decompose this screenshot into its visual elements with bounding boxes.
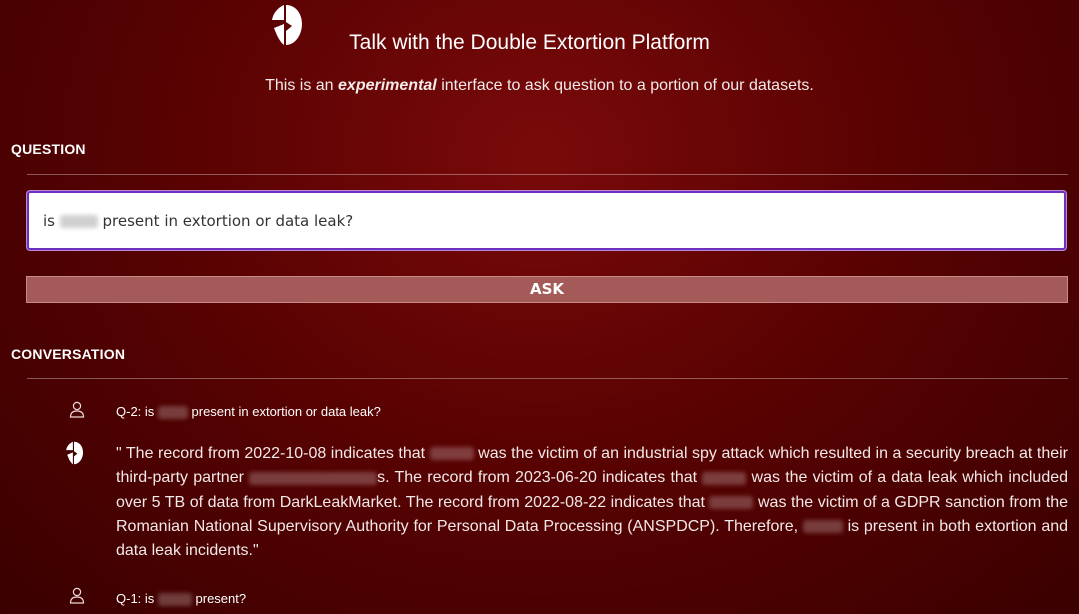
assistant-answer: " The record from 2022-10-08 indicates that was the victim of an industrial spy attack which resulted in a security breach at their third-party partner s. The record from 2023-06-20 indicates that was the victim of a data leak which included over 5 TB of data from DarkLeakMarket. The record from 2022-08-22 indicates that was the victim of a GDPR sanction from the Romanian National Supervisory Authority for Personal Data Processing (ANSPDCP). Therefore, is present in both extortion and data leak incidents." <box>116 445 1069 560</box>
redacted-entity <box>60 215 98 228</box>
redacted-entity <box>158 406 188 419</box>
redacted-entity <box>709 496 753 509</box>
redacted-entity <box>803 520 843 533</box>
redacted-entity <box>158 593 192 606</box>
user-icon <box>68 400 86 418</box>
redacted-entity <box>430 447 474 460</box>
page-subtitle: This is an experimental interface to ask question to a portion of our datasets. <box>265 77 814 94</box>
redacted-entity <box>702 472 746 485</box>
question-section-label: QUESTION <box>11 141 86 157</box>
question-input-text[interactable]: is present in extortion or data leak? <box>43 212 354 230</box>
question-divider <box>27 174 1068 175</box>
message-text: Q-2: is present in extortion or data leak? <box>116 404 381 419</box>
question-input[interactable] <box>27 191 1066 250</box>
assistant-logo-icon <box>64 440 84 466</box>
conversation-divider <box>27 378 1068 379</box>
page-header <box>0 0 1079 110</box>
user-icon <box>68 586 86 604</box>
redacted-entity <box>249 472 377 485</box>
ask-button[interactable]: ASK <box>26 276 1068 303</box>
page-title: Talk with the Double Extortion Platform <box>349 31 710 54</box>
message-text: Q-1: is present? <box>116 591 247 606</box>
conversation-section-label: CONVERSATION <box>11 346 126 362</box>
